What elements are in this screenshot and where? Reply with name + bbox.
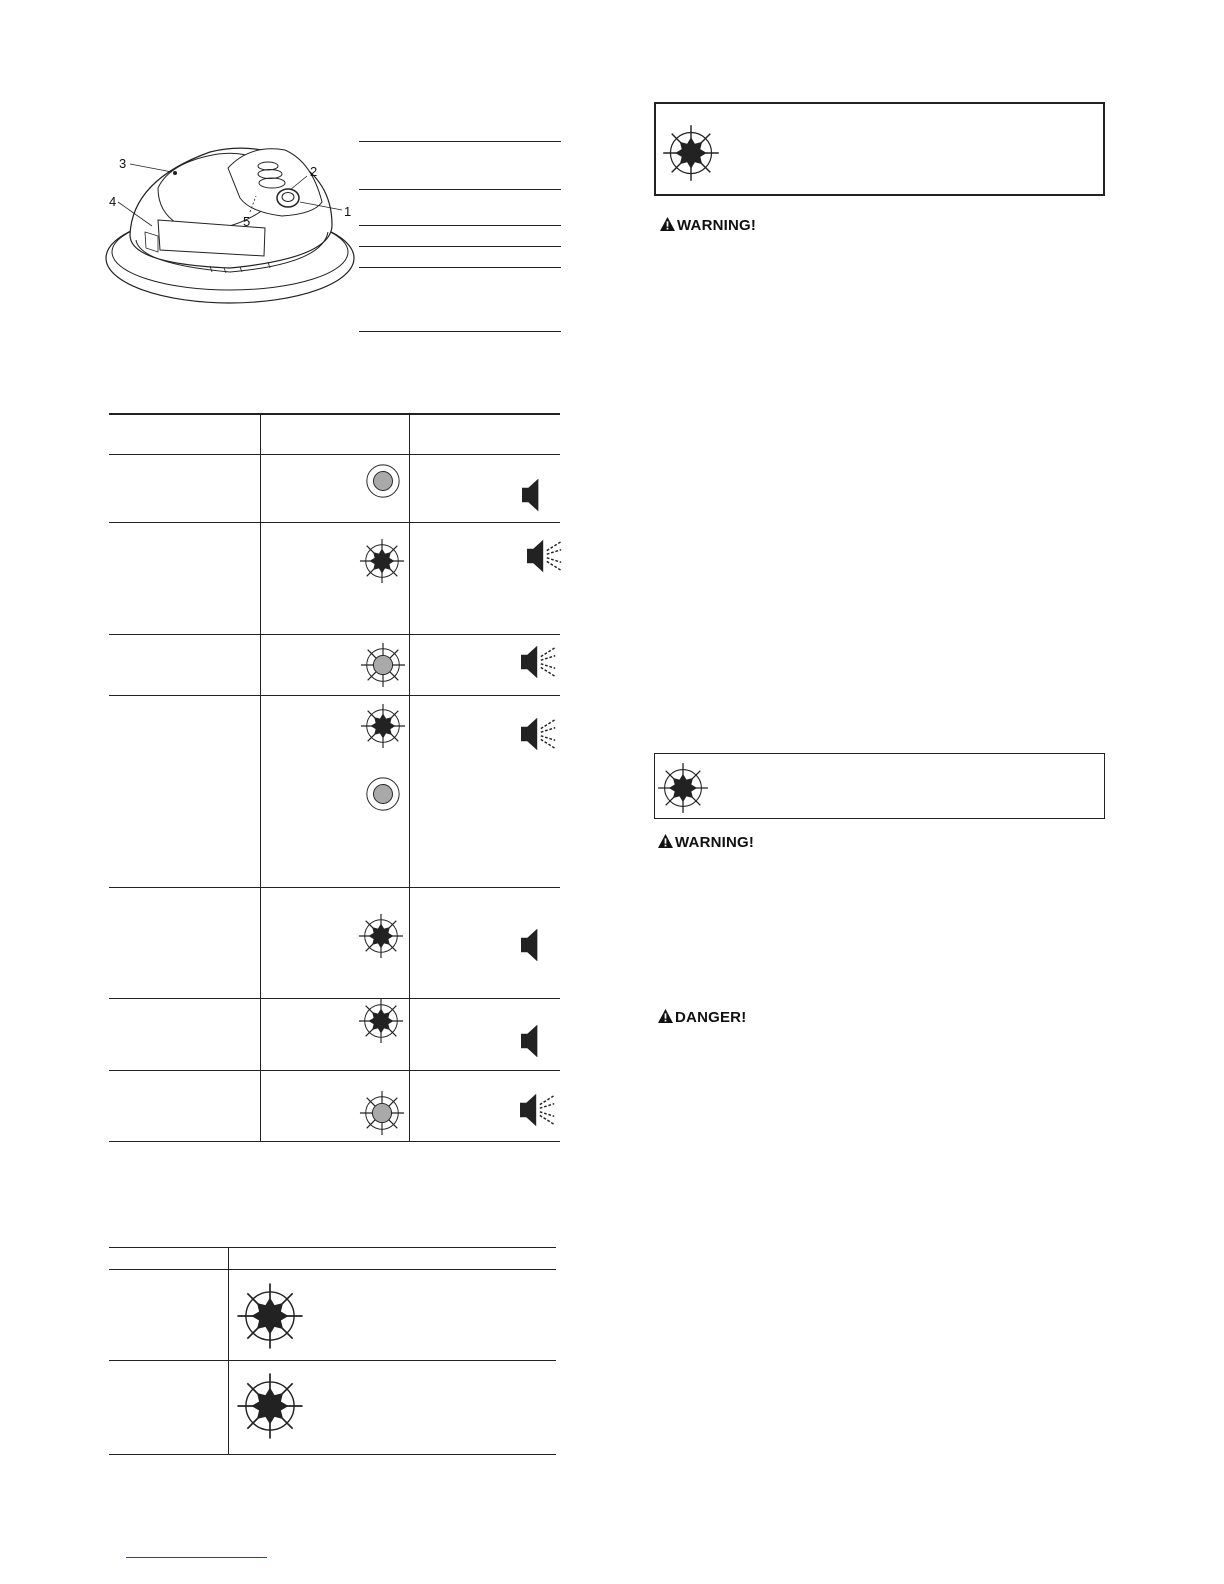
speaker-silent-icon [521, 1024, 541, 1058]
warning-triangle-icon [658, 1009, 673, 1023]
led-flashing-icon [657, 762, 709, 814]
table-row-rule [109, 887, 560, 888]
table-column-divider [409, 414, 410, 1141]
table-top-rule [109, 413, 560, 415]
table-top-rule [109, 1247, 556, 1248]
callout-2: 2 [310, 164, 318, 179]
led-flashing-icon [236, 1282, 304, 1350]
speaker-silent-icon [521, 928, 541, 962]
speaker-silent-icon [522, 478, 542, 512]
warning-heading [658, 834, 754, 851]
led-flashing-icon [358, 998, 404, 1044]
warning-heading [660, 217, 756, 234]
led-flashing-light-icon [359, 1090, 405, 1136]
led-flashing-icon [358, 913, 404, 959]
notice-box [654, 102, 1105, 196]
warning-label: WARNING! [677, 217, 757, 234]
table-row-rule [109, 695, 560, 696]
led-flashing-icon [359, 538, 405, 584]
warning-triangle-icon [658, 834, 673, 848]
speaker-sounding-icon [521, 644, 557, 680]
parts-list-rule [359, 246, 561, 247]
speaker-sounding-icon [527, 538, 563, 574]
table-header-rule [109, 1269, 556, 1270]
led-flashing-light-icon [360, 642, 406, 688]
footer-link[interactable] [126, 1557, 267, 1558]
led-flashing-icon [236, 1372, 304, 1440]
speaker-sounding-icon [520, 1092, 556, 1128]
table-column-divider [260, 414, 261, 1141]
led-flashing-icon [662, 124, 720, 182]
table-row-rule [109, 998, 560, 999]
danger-heading [658, 1009, 746, 1026]
parts-list-rule [359, 225, 561, 226]
table-bottom-rule [109, 1141, 560, 1142]
warning-label: WARNING! [675, 834, 755, 851]
led-solid-icon [364, 775, 402, 813]
table-row-rule [109, 634, 560, 635]
parts-list-rule [359, 267, 561, 268]
led-solid-icon [364, 462, 402, 500]
table-header-rule [109, 454, 560, 455]
table-row-rule [109, 522, 560, 523]
warning-triangle-icon [660, 217, 675, 231]
notice-box [654, 753, 1105, 819]
led-flashing-icon [360, 703, 406, 749]
table-row-rule [109, 1070, 560, 1071]
table-bottom-rule [109, 1454, 556, 1455]
table-column-divider [228, 1247, 229, 1454]
callout-5: 5 [243, 214, 251, 229]
speaker-sounding-icon [521, 716, 557, 752]
parts-list-rule [359, 141, 561, 142]
callout-3: 3 [119, 156, 127, 171]
parts-list-rule [359, 189, 561, 190]
callout-1: 1 [344, 204, 352, 219]
callout-4: 4 [109, 194, 117, 209]
table-row-rule [109, 1360, 556, 1361]
parts-list-rule [359, 331, 561, 332]
danger-label: DANGER! [675, 1009, 747, 1026]
smoke-alarm-figure [100, 140, 360, 315]
